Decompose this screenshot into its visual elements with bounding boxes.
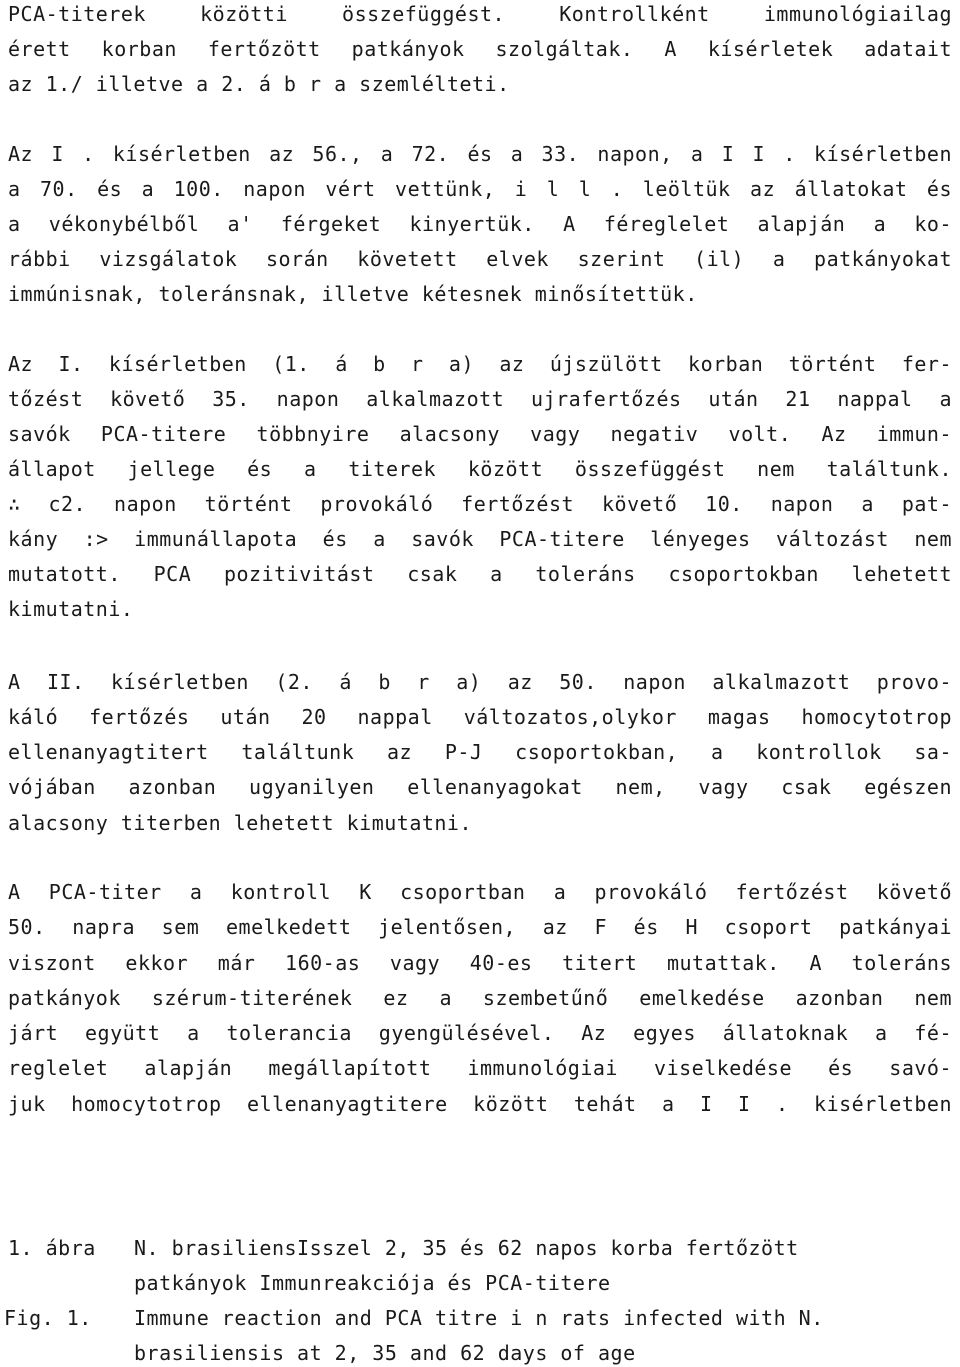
text-line: vójában azonban ugyanilyen ellenanyagokat nem, vagy csak egészen — [8, 775, 952, 799]
text-line: Az I. kísérletben (1. á b r a) az újszülött korban történt fer- — [8, 352, 952, 376]
figure-caption-en-line: brasiliensis at 2, 35 and 62 days of age — [134, 1341, 636, 1365]
text-line: járt együtt a tolerancia gyengülésével. Az egyes állatoknak a fé- — [8, 1021, 952, 1045]
text-line: kány :> immunállapota és a savók PCA-titere lényeges változást nem — [8, 527, 952, 551]
text-line: alacsony titerben lehetett kimutatni. — [8, 811, 473, 835]
text-line: Az I . kísérletben az 56., a 72. és a 33. napon, a I I . kísérletben — [8, 142, 952, 166]
text-line: immúnisnak, toleránsnak, illetve kétesnek minősítettük. — [8, 282, 698, 306]
text-line: ∴ c2. napon történt provokáló fertőzést követő 10. napon a pat- — [8, 492, 952, 516]
text-line: savók PCA-titere többnyire alacsony vagy negativ volt. Az immun- — [8, 422, 952, 446]
text-line: kimutatni. — [8, 597, 134, 621]
text-line: az 1./ illetve a 2. á b r a szemlélteti. — [8, 72, 510, 96]
text-line: a 70. és a 100. napon vért vettünk, i l l . leöltük az állatokat és — [8, 177, 952, 201]
text-line: PCA-titerek közötti összefüggést. Kontrollként immunológiailag — [8, 2, 952, 26]
figure-caption-hu-line: N. brasiliensIsszel 2, 35 és 62 napos korba fertőzött — [134, 1236, 799, 1260]
text-line: mutatott. PCA pozitivitást csak a toleráns csoportokban lehetett — [8, 562, 952, 586]
text-line: rábbi vizsgálatok során követett elvek szerint (il) a patkányokat — [8, 247, 952, 271]
figure-caption-hu-line: patkányok Immunreakciója és PCA-titere — [134, 1271, 611, 1295]
figure-label-en: Fig. 1. — [4, 1306, 92, 1330]
text-line: A II. kísérletben (2. á b r a) az 50. napon alkalmazott provo- — [8, 670, 952, 694]
text-line: tőzést követő 35. napon alkalmazott ujrafertőzés után 21 nappal a — [8, 387, 952, 411]
text-line: állapot jellege és a titerek között összefüggést nem találtunk. — [8, 457, 952, 481]
text-line: ellenanyagtitert találtunk az P-J csoportokban, a kontrollok sa- — [8, 740, 952, 764]
text-line: A PCA-titer a kontroll K csoportban a provokáló fertőzést követő — [8, 880, 952, 904]
text-line: viszont ekkor már 160-as vagy 40-es titert mutattak. A toleráns — [8, 951, 952, 975]
text-line: a vékonybélből a' férgeket kinyertük. A féreglelet alapján a ko- — [8, 212, 952, 236]
text-line: érett korban fertőzött patkányok szolgáltak. A kísérletek adatait — [8, 37, 952, 61]
figure-label-hu: 1. ábra — [8, 1236, 96, 1260]
text-line: juk homocytotrop ellenanyagtitere között tehát a I I . kisérletben — [8, 1092, 952, 1116]
text-line: reglelet alapján megállapított immunológiai viselkedése és savó- — [8, 1056, 952, 1080]
text-line: patkányok szérum-titerének ez a szembetűnő emelkedése azonban nem — [8, 986, 952, 1010]
figure-caption-en-line: Immune reaction and PCA titre i n rats infected with N. — [134, 1306, 824, 1330]
text-line: 50. napra sem emelkedett jelentősen, az F és H csoport patkányai — [8, 915, 952, 939]
text-line: káló fertőzés után 20 nappal változatos,olykor magas homocytotrop — [8, 705, 952, 729]
